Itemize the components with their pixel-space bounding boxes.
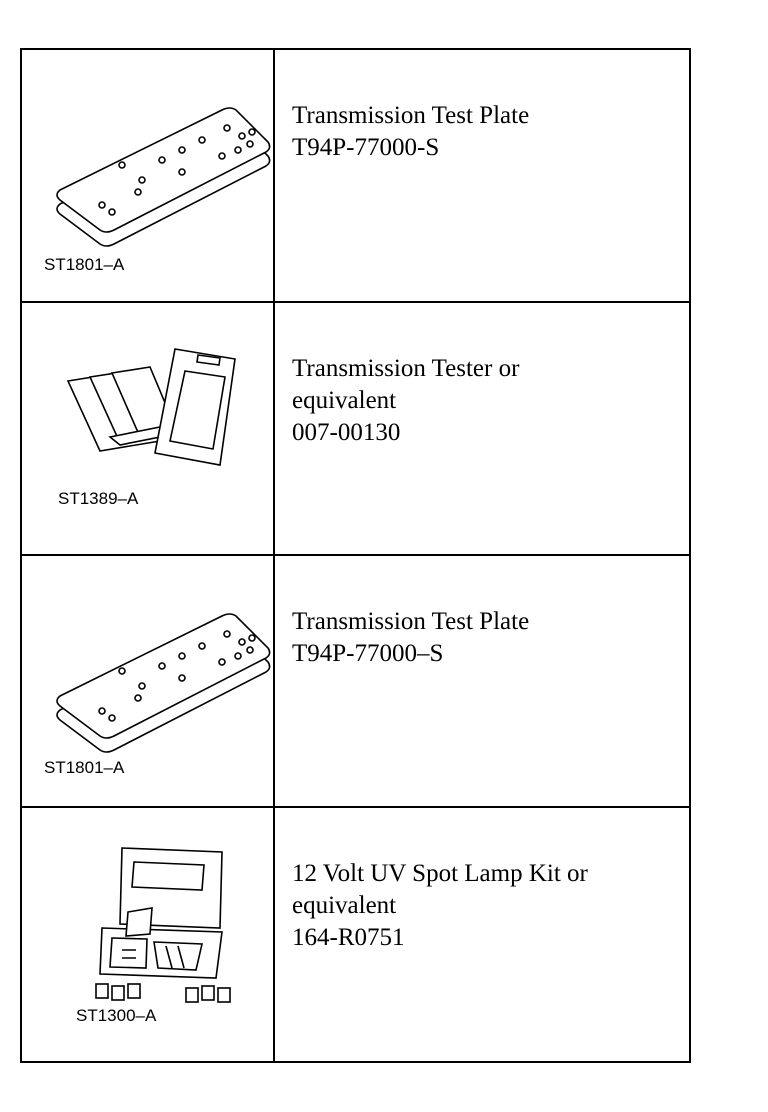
test-plate-icon xyxy=(42,70,272,250)
tool-number-line: T94P-77000–S xyxy=(292,639,444,667)
tester-icon xyxy=(60,341,260,471)
lamp-kit-icon xyxy=(92,838,232,1008)
tool-name-line: Transmission Tester or xyxy=(292,354,520,382)
tool-description xyxy=(275,50,689,303)
tool-name-line: Transmission Test Plate xyxy=(292,102,530,129)
tool-name-line: equivalent xyxy=(292,892,397,920)
illustration-code: ST1801–A xyxy=(44,255,125,274)
test-plate-icon xyxy=(42,576,272,756)
tool-name-line: Transmission Test Plate xyxy=(292,607,530,635)
tool-number-line: 007-00130 xyxy=(292,418,401,446)
tool-image-cell xyxy=(22,808,275,1061)
tool-description xyxy=(275,303,689,556)
tool-number-line: 164-R0751 xyxy=(292,924,405,952)
tool-name-line: 12 Volt UV Spot Lamp Kit or xyxy=(292,860,588,888)
tool-image-cell xyxy=(22,556,275,809)
tool-number-line: T94P-77000-S xyxy=(292,134,440,161)
tool-image-cell xyxy=(22,50,275,303)
illustration-code: ST1389–A xyxy=(58,488,139,508)
tool-description xyxy=(275,808,689,1061)
tool-description xyxy=(275,556,689,809)
illustration-code: ST1801–A xyxy=(44,757,125,777)
special-tools-table xyxy=(20,48,691,1063)
tool-name-line: equivalent xyxy=(292,386,397,414)
illustration-code: ST1300–A xyxy=(76,1006,157,1026)
tool-image-cell xyxy=(22,303,275,556)
